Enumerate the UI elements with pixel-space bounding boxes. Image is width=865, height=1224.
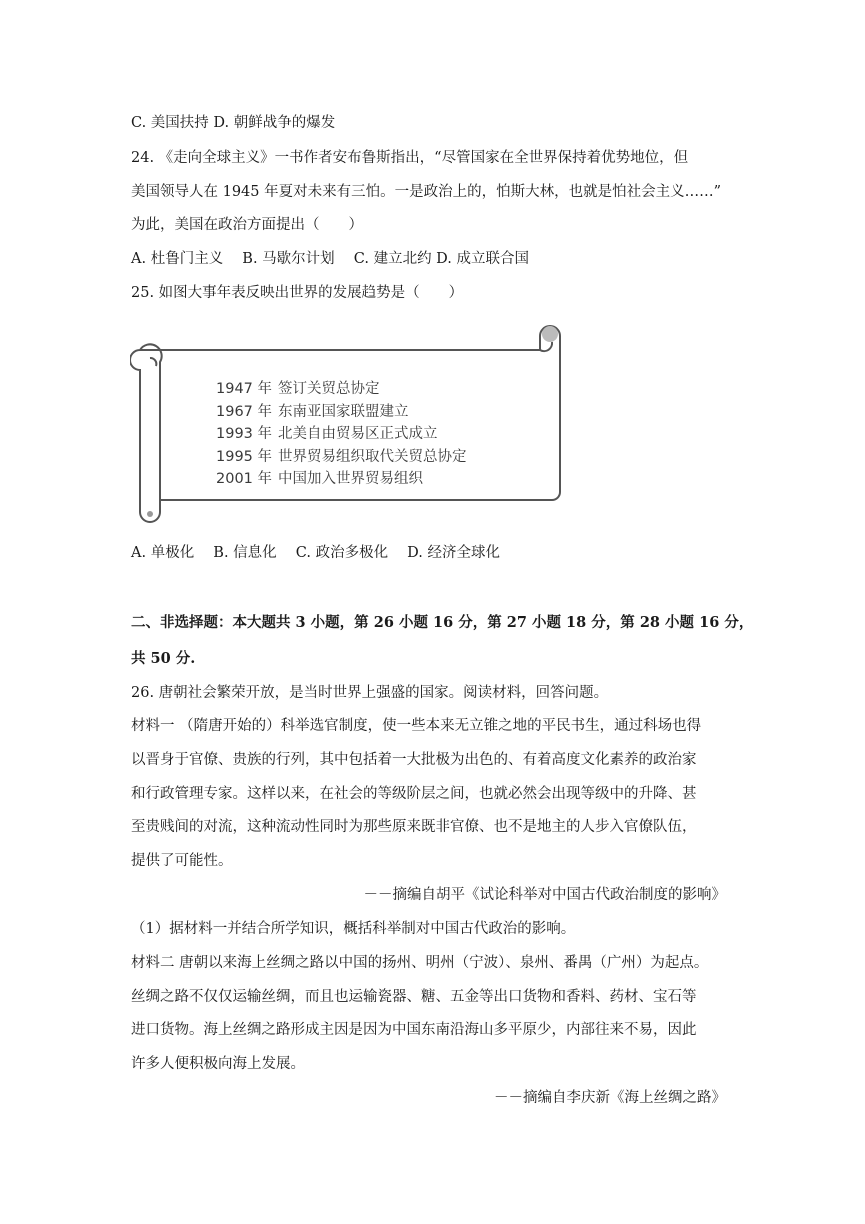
section-two-heading-line1: 二、非选择题：本大题共 3 小题，第 26 小题 16 分，第 27 小题 18 分，第 28 小题 16 分， <box>131 614 754 631</box>
material-two-source: －－摘编自李庆新《海上丝绸之路》 <box>494 1090 726 1106</box>
q24-stem-line1: 24. 《走向全球主义》一书作者安布鲁斯指出，“尽管国家在全世界保持着优势地位，但 <box>131 150 689 166</box>
material-one-line5: 提供了可能性。 <box>131 853 233 869</box>
q23-options-end: C. 美国扶持 D. 朝鲜战争的爆发 <box>131 115 336 131</box>
timeline-event-1967: 1967 年 东南亚国家联盟建立 <box>216 403 409 420</box>
material-two-line3: 进口货物。海上丝绸之路形成主因是因为中国东南沿海山多平原少，内部往来不易，因此 <box>131 1022 697 1038</box>
q25-stem: 25. 如图大事年表反映出世界的发展趋势是（ ） <box>131 285 464 301</box>
q24-stem-line2: 美国领导人在 1945 年夏对未来有三怕。一是政治上的，怕斯大林，也就是怕社会主义……” <box>131 184 722 200</box>
q26-subquestion-1: （1）据材料一并结合所学知识，概括科举制对中国古代政治的影响。 <box>131 921 576 937</box>
q24-options: A. 杜鲁门主义 B. 马歇尔计划 C. 建立北约 D. 成立联合国 <box>131 251 530 267</box>
q26-stem: 26. 唐朝社会繁荣开放，是当时世界上强盛的国家。阅读材料，回答问题。 <box>131 685 609 701</box>
timeline-scroll-figure <box>130 322 566 527</box>
timeline-event-1995: 1995 年 世界贸易组织取代关贸总协定 <box>216 448 467 465</box>
timeline-event-1993: 1993 年 北美自由贸易区正式成立 <box>216 426 438 442</box>
material-one-line3: 和行政管理专家。这样以来，在社会的等级阶层之间，也就必然会出现等级中的升降、甚 <box>131 786 697 802</box>
material-two-line1: 材料二 唐朝以来海上丝绸之路以中国的扬州、明州（宁波）、泉州、番禺（广州）为起点。 <box>131 955 709 971</box>
material-two-line4: 许多人便积极向海上发展。 <box>131 1056 305 1072</box>
q24-stem-line3: 为此，美国在政治方面提出（ ） <box>131 217 363 233</box>
material-two-line2: 丝绸之路不仅仅运输丝绸，而且也运输瓷器、糖、五金等出口货物和香料、药材、宝石等 <box>131 989 697 1005</box>
material-one-line2: 以晋身于官僚、贵族的行列，其中包括着一大批极为出色的、有着高度文化素养的政治家 <box>131 752 697 768</box>
section-two-heading-line2: 共 50 分. <box>131 650 196 667</box>
material-one-line4: 至贵贱间的对流，这种流动性同时为那些原来既非官僚、也不是地主的人步入官僚队伍， <box>131 819 697 835</box>
timeline-events <box>216 378 467 491</box>
material-one-line1: 材料一 （隋唐开始的）科举选官制度，使一些本来无立锥之地的平民书生，通过科场也得 <box>131 718 702 734</box>
material-one-source: －－摘编自胡平《试论科举对中国古代政治制度的影响》 <box>363 887 726 903</box>
timeline-event-1947: 1947 年 签订关贸总协定 <box>216 381 380 397</box>
timeline-event-2001: 2001 年 中国加入世界贸易组织 <box>216 471 423 487</box>
q25-options: A. 单极化 B. 信息化 C. 政治多极化 D. 经济全球化 <box>131 545 501 561</box>
